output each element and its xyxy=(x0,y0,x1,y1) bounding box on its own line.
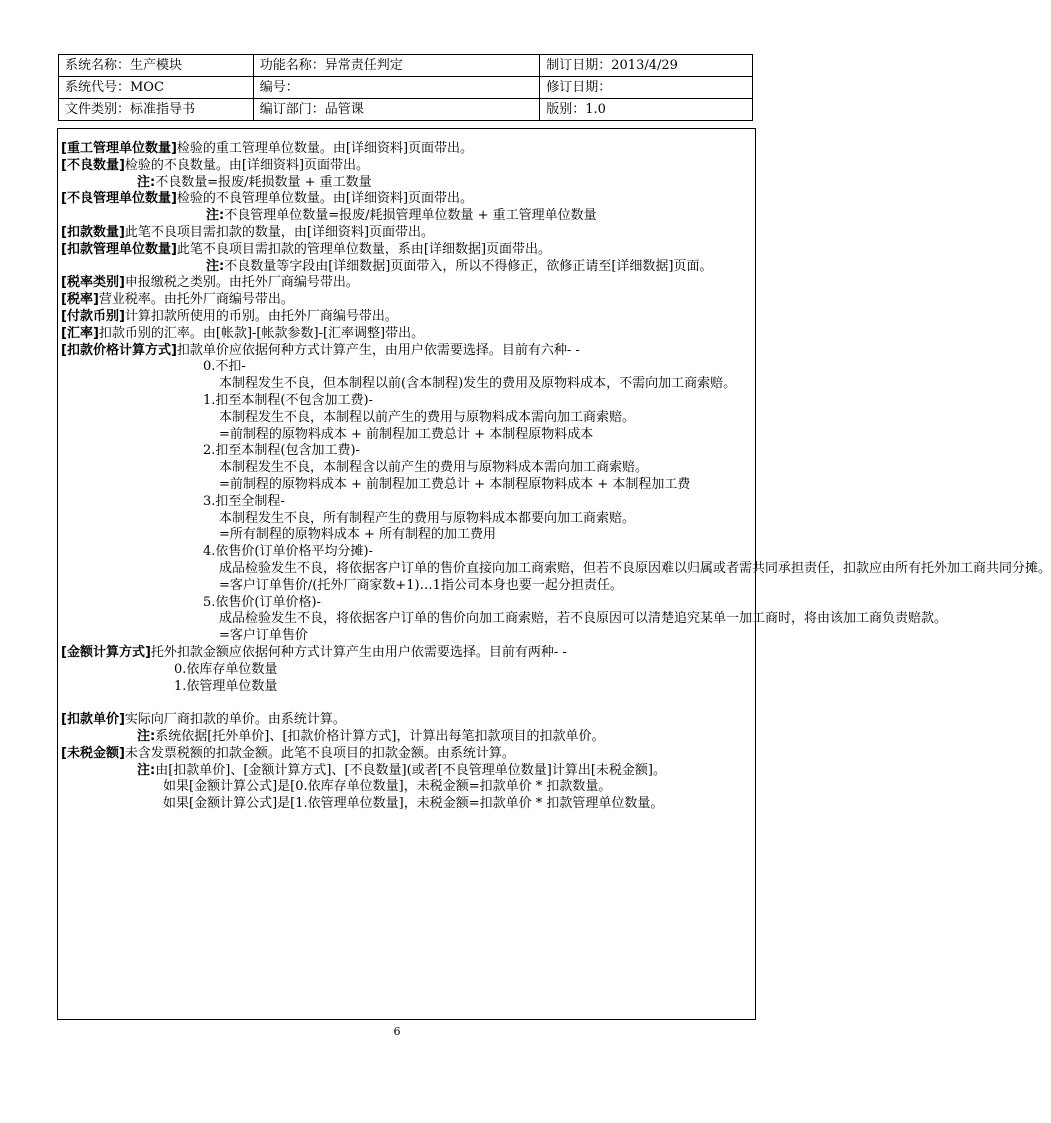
field-detail xyxy=(61,628,753,645)
field-text: 1.扣至本制程(不包含加工费)- xyxy=(203,392,373,408)
field-detail xyxy=(61,477,753,494)
field-text: 实际向厂商扣款的单价。由系统计算。 xyxy=(124,712,346,728)
field-text: 此笔不良项目需扣款的管理单位数量，系由[详细数据]页面带出。 xyxy=(176,241,552,257)
field-detail xyxy=(61,393,753,410)
field-tag: [未税金额] xyxy=(61,745,125,761)
field-text: 检验的不良管理单位数量。由[详细资料]页面带出。 xyxy=(176,191,474,207)
field-text: 扣款单价应依据何种方式计算产生，由用户依需要选择。目前有六种- - xyxy=(176,342,580,358)
field-text: 成品检验发生不良，将依据客户订单的售价直接向加工商索赔，但若不良原因难以归属或者需共同承担责任，扣款应由所有托外加工商共同分摊。 xyxy=(219,560,1051,576)
field-tag: [重工管理单位数量] xyxy=(61,141,177,156)
header-cell: 功能名称：异常责任判定 xyxy=(253,55,539,77)
field-tag: [不良数量] xyxy=(61,157,125,173)
header-cell: 文件类别：标准指导书 xyxy=(59,99,254,121)
field-entry xyxy=(61,326,753,343)
field-text: 由[扣款单价]、[金额计算方式]、[不良数量](或者[不良管理单位数量]计算出[未税金额]。 xyxy=(155,762,666,778)
field-entry xyxy=(61,208,753,225)
field-tag: [扣款数量] xyxy=(61,224,125,240)
header-cell: 编号： xyxy=(253,77,539,99)
field-detail xyxy=(61,578,753,595)
field-tag: 注: xyxy=(206,258,225,274)
page-number: 6 xyxy=(393,1025,401,1038)
field-tag: [扣款价格计算方式] xyxy=(61,342,177,358)
field-text: 0.依库存单位数量 xyxy=(174,661,278,677)
field-text: 0.不扣- xyxy=(203,359,246,375)
field-detail xyxy=(61,527,753,544)
field-text: 如果[金额计算公式]是[0.依库存单位数量]，未税金额=扣款单价 * 扣款数量。 xyxy=(163,779,612,795)
field-detail xyxy=(61,544,753,561)
field-tag: 注: xyxy=(137,762,156,778)
field-tag: [不良管理单位数量] xyxy=(61,191,177,207)
field-text: 托外扣款金额应依据何种方式计算产生由用户依需要选择。目前有两种- - xyxy=(150,644,567,660)
field-entry xyxy=(61,259,753,276)
field-entry xyxy=(61,158,753,175)
header-cell: 修订日期： xyxy=(540,77,753,99)
field-text: 检验的不良数量。由[详细资料]页面带出。 xyxy=(124,157,370,173)
field-text: 4.依售价(订单价格平均分摊)- xyxy=(203,544,373,560)
field-text: 本制程发生不良，本制程含以前产生的费用与原物料成本需向加工商索赔。 xyxy=(219,460,649,476)
field-entry xyxy=(61,292,753,309)
field-entry xyxy=(61,746,753,763)
header-cell: 制订日期：2013/4/29 xyxy=(540,55,753,77)
blank-line xyxy=(61,695,753,712)
field-entry xyxy=(61,191,753,208)
field-detail xyxy=(61,560,1051,578)
field-text: 本制程发生不良，所有制程产生的费用与原物料成本都要向加工商索赔。 xyxy=(219,510,636,526)
field-entry xyxy=(61,225,753,242)
field-tag: [付款币别] xyxy=(61,308,125,324)
field-text: =前制程的原物料成本 + 前制程加工费总计 + 本制程原物料成本 xyxy=(219,426,594,442)
field-detail xyxy=(61,662,753,679)
field-text: 申报缴税之类别。由托外厂商编号带出。 xyxy=(124,275,359,291)
field-entry xyxy=(61,175,753,192)
field-text: 3.扣至全制程- xyxy=(203,493,285,509)
header-cell: 系统代号：MOC xyxy=(59,77,254,99)
field-text: 1.依管理单位数量 xyxy=(174,678,278,694)
field-detail xyxy=(61,460,753,477)
field-text: 本制程发生不良，但本制程以前(含本制程)发生的费用及原物料成本，不需向加工商索赔。 xyxy=(219,376,737,392)
field-detail xyxy=(61,494,753,511)
field-detail xyxy=(61,779,753,796)
field-detail xyxy=(61,427,753,444)
field-detail xyxy=(61,410,753,427)
field-text: 不良数量等字段由[详细数据]页面带入，所以不得修正，欲修正请至[详细数据]页面。 xyxy=(224,258,713,274)
field-text: 不良管理单位数量=报废/耗损管理单位数量 + 重工管理单位数量 xyxy=(224,208,597,224)
field-tag: [税率] xyxy=(61,292,99,308)
field-text: 本制程发生不良，本制程以前产生的费用与原物料成本需向加工商索赔。 xyxy=(219,409,636,425)
field-entry xyxy=(61,309,753,326)
field-entry xyxy=(61,712,753,729)
field-entry xyxy=(61,729,753,746)
field-entry xyxy=(61,763,753,780)
field-tag: 注: xyxy=(137,174,156,190)
header-row xyxy=(59,99,753,121)
field-detail xyxy=(61,511,753,528)
field-tag: 注: xyxy=(206,208,225,224)
field-tag: 注: xyxy=(137,729,156,745)
field-detail xyxy=(61,376,753,393)
header-cell: 系统名称：生产模块 xyxy=(59,55,254,77)
field-tag: [税率类别] xyxy=(61,275,125,291)
field-text: 未含发票税额的扣款金额。此笔不良项目的扣款金额。由系统计算。 xyxy=(124,745,515,761)
field-entry xyxy=(61,645,753,662)
header-cell: 编订部门：品管课 xyxy=(253,99,539,121)
field-text: =所有制程的原物料成本 + 所有制程的加工费用 xyxy=(219,527,497,543)
field-text: 2.扣至本制程(包含加工费)- xyxy=(203,443,360,459)
header-row xyxy=(59,55,753,77)
field-text: 系统依据[托外单价]、[扣款价格计算方式]，计算出每笔扣款项目的扣款单价。 xyxy=(155,729,605,745)
field-text: 检验的重工管理单位数量。由[详细资料]页面带出。 xyxy=(176,141,474,156)
field-detail xyxy=(61,595,753,612)
field-text: 不良数量=报废/耗损数量 + 重工数量 xyxy=(155,174,372,190)
document-header-table xyxy=(58,54,753,121)
field-text: =客户订单售价/(托外厂商家数+1)…1指公司本身也要一起分担责任。 xyxy=(219,577,623,593)
field-detail xyxy=(61,796,753,813)
field-tag: [扣款管理单位数量] xyxy=(61,241,177,257)
field-text: 如果[金额计算公式]是[1.依管理单位数量]，未税金额=扣款单价 * 扣款管理单位数量。 xyxy=(163,796,664,812)
header-row xyxy=(59,77,753,99)
field-text: 此笔不良项目需扣款的数量，由[详细资料]页面带出。 xyxy=(124,224,435,240)
field-tag: [扣款单价] xyxy=(61,712,125,728)
field-text: 计算扣款所使用的币别。由托外厂商编号带出。 xyxy=(124,308,398,324)
field-text: =客户订单售价 xyxy=(219,628,308,644)
field-text: =前制程的原物料成本 + 前制程加工费总计 + 本制程原物料成本 + 本制程加工费 xyxy=(219,476,691,492)
field-detail xyxy=(61,679,753,696)
field-text: 5.依售价(订单价格)- xyxy=(203,594,321,610)
field-tag: [金额计算方式] xyxy=(61,644,151,660)
field-detail xyxy=(61,359,753,376)
field-entry xyxy=(61,242,753,259)
field-tag: [汇率] xyxy=(61,325,99,341)
field-text: 成品检验发生不良，将依据客户订单的售价向加工商索赔，若不良原因可以清楚追究某单一加工商时，将由该加工商负责赔款。 xyxy=(219,611,948,627)
field-text: 扣款币别的汇率。由[帐款]-[帐款参数]-[汇率调整]带出。 xyxy=(98,325,425,341)
field-detail xyxy=(61,611,948,628)
field-text: 营业税率。由托外厂商编号带出。 xyxy=(98,292,294,308)
field-entry xyxy=(61,343,753,360)
header-cell: 版别：1.0 xyxy=(540,99,753,121)
field-detail xyxy=(61,443,753,460)
field-entry xyxy=(61,275,753,292)
document-body xyxy=(57,128,1051,1020)
field-entry xyxy=(61,141,753,158)
